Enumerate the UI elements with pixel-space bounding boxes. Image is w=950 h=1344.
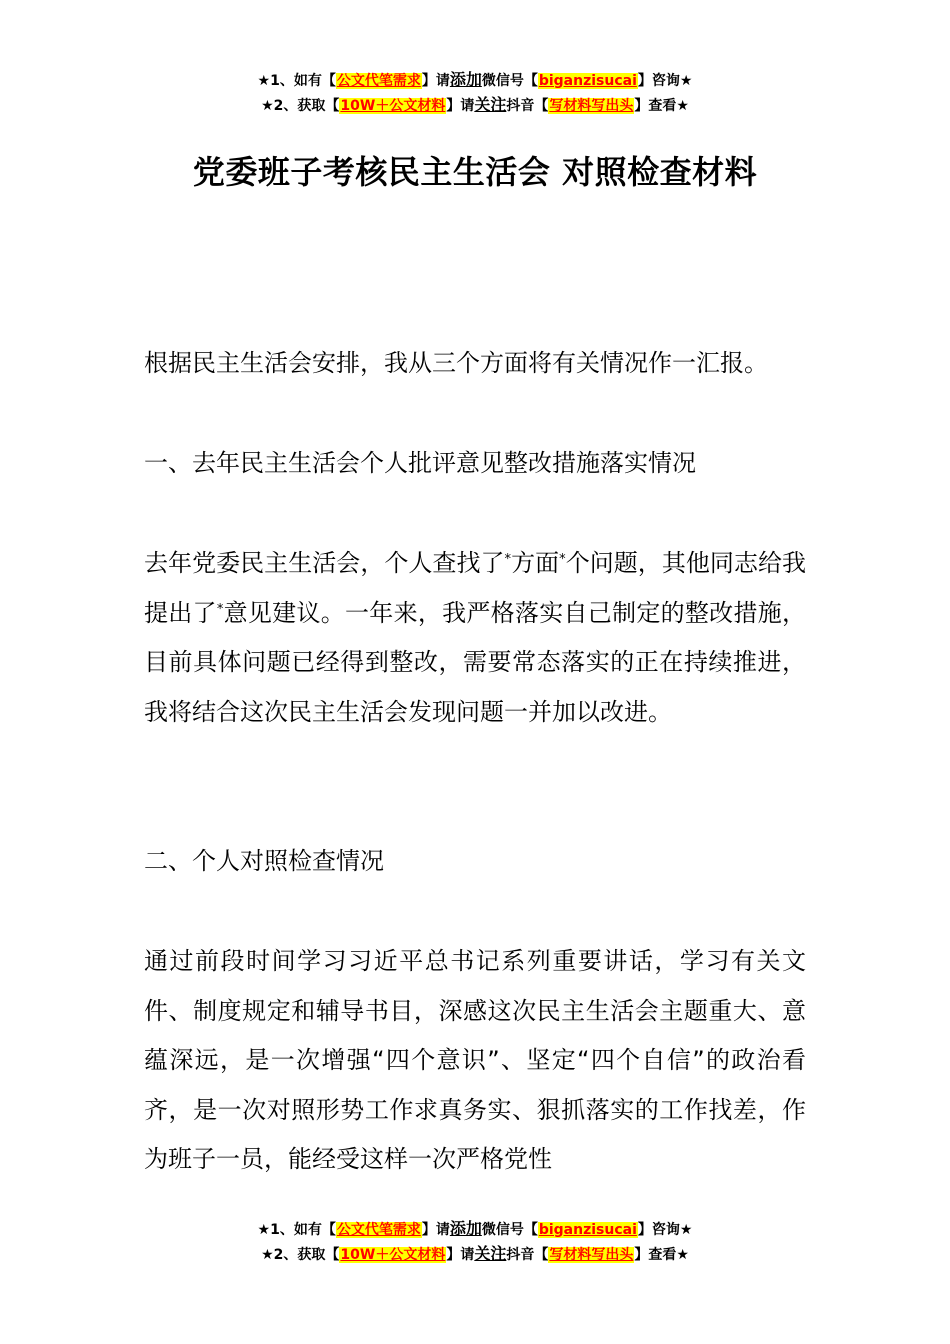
footer-promo-banner <box>0 1217 950 1267</box>
promo-line-1: ★1、如有【公文代笔需求】请添加微信号【biganzisucai】咨询★ <box>257 70 693 89</box>
header-promo-banner <box>0 68 950 118</box>
placeholder-mark: * <box>559 552 566 567</box>
promo-line-2: ★2、获取【10W＋公文材料】请关注抖音【写材料写出头】查看★ <box>261 1244 689 1263</box>
promo-line-1: ★1、如有【公文代笔需求】请添加微信号【biganzisucai】咨询★ <box>257 1219 693 1238</box>
promo-highlight-douyin: 写材料写出头 <box>549 1247 634 1263</box>
section-heading-2: 二、个人对照检查情况 <box>144 847 384 875</box>
promo-highlight-ghostwriting: 公文代笔需求 <box>336 1222 421 1238</box>
placeholder-mark: * <box>504 552 512 567</box>
promo-highlight-wechat-id: biganzisucai <box>538 1222 637 1238</box>
intro-paragraph: 根据民主生活会安排，我从三个方面将有关情况作一汇报。 <box>144 349 768 377</box>
self-examination-paragraph: 通过前段时间学习习近平总书记系列重要讲话，学习有关文件、制度规定和辅导书目，深感这次民主生活会主题重大、意蕴深远，是一次增强“四个意识”、坚定“四个自信”的政治看齐，是一次对照形势工作求真务实、狠抓落实的工作找差，作为班子一员，能经受这样一次严格党性 <box>144 947 806 1174</box>
rectification-paragraph: 去年党委民主生活会，个人查找了*方面*个问题，其他同志给我提出了*意见建议。一年来，我严格落实自己制定的整改措施，目前具体问题已经得到整改，需要常态落实的正在持续推进，我将结合这次民主生活会发现问题一并加以改进。 <box>144 549 807 726</box>
promo-highlight-wechat-id: biganzisucai <box>538 73 637 89</box>
promo-highlight-ghostwriting: 公文代笔需求 <box>336 73 421 89</box>
placeholder-mark: * <box>216 601 224 617</box>
promo-highlight-materials: 10W＋公文材料 <box>340 98 446 114</box>
promo-highlight-materials: 10W＋公文材料 <box>340 1247 446 1263</box>
promo-highlight-douyin: 写材料写出头 <box>549 98 634 114</box>
document-title: 党委班子考核民主生活会 对照检查材料 <box>192 153 758 191</box>
section-heading-1: 一、去年民主生活会个人批评意见整改措施落实情况 <box>144 449 696 477</box>
promo-line-2: ★2、获取【10W＋公文材料】请关注抖音【写材料写出头】查看★ <box>261 95 689 114</box>
